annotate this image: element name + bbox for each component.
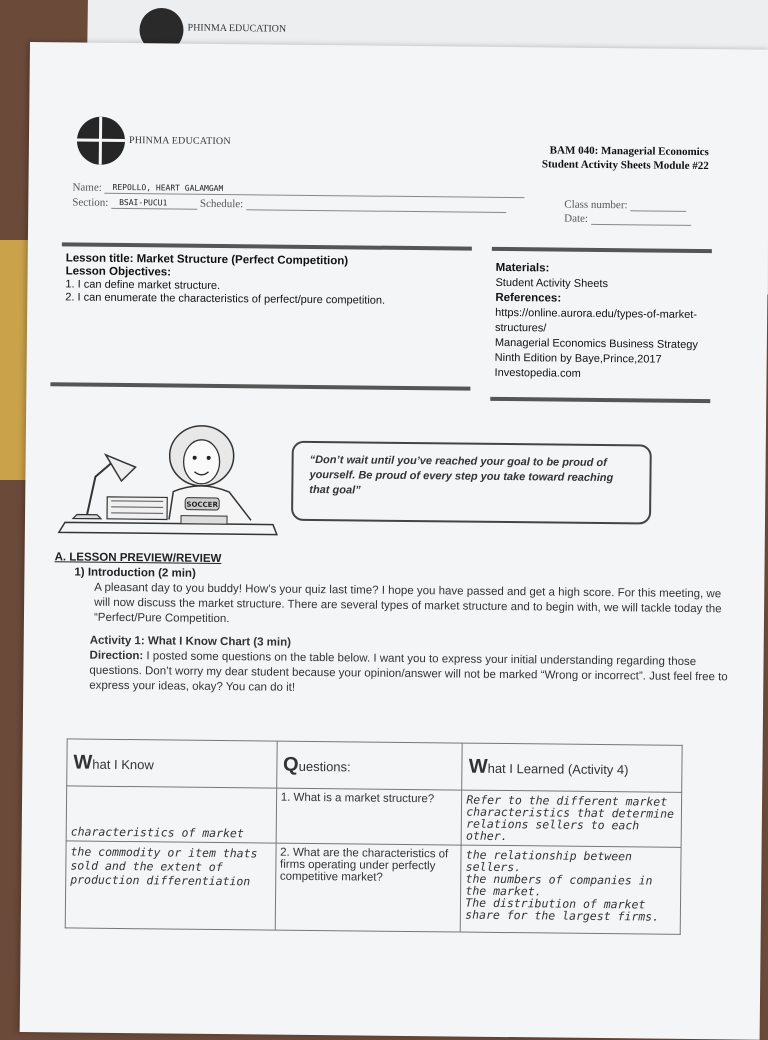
question-cell: 2. What are the characteristics of firms operating under perfectly competitive market? [275,843,462,932]
what-i-know-chart [65,738,683,934]
material-item: Student Activity Sheets [495,276,609,291]
learned-line: The distribution of market share for the largest firms. [465,895,660,924]
objectives-label: Lesson Objectives: [65,265,172,279]
document-title [499,143,709,173]
direction-paragraph [89,649,733,701]
activity-heading: Activity 1: What I Know Chart (3 min) [89,634,292,649]
column-header-questions: Questions: [276,741,462,790]
reference-item: Investopedia.com [494,366,581,380]
course-title: BAM 040: Managerial Economics [549,144,709,159]
section-value: BSAI-PUCU1 [119,197,168,208]
materials-label: Materials: [495,261,550,275]
table-row [65,841,681,934]
background-logo-text: PHINMA EDUCATION [187,22,287,35]
direction-label: Direction: [89,649,144,663]
lesson-block [65,252,466,308]
learned-cell [461,845,682,934]
column-header-what-i-know: What I Know [67,739,277,788]
lesson-preview-section [53,550,734,700]
schedule-line [246,197,506,213]
quote-text: “Don’t wait until you’ve reached your goal to be proud of yourself. Be proud of every step you take toward reaching that goal” [309,453,614,497]
intro-text: A pleasant day to you buddy! How’s your quiz last time? I hope you have passed and get a high score. For this meeting, we will now discuss the market structure. There are several types of market structure and to begin with, we will tackle today the “Perfect/Pure Competition. [93,581,722,626]
learned-line: the numbers of companies in the market. [465,871,653,899]
reference-item: https://online.aurora.edu/types-of-market-structures/ [494,306,698,335]
column-header-what-i-learned: What I Learned (Activity 4) [462,743,682,792]
lesson-title: Lesson title: Market Structure (Perfect Competition) [65,252,349,268]
date-field [564,212,691,226]
shirt-text: SOCCER [186,500,218,509]
divider [62,242,472,250]
materials-block [494,261,705,383]
learned-cell: Refer to the different market characteristics that determine relations sellers to each other. [461,790,681,847]
quote-box [291,441,652,525]
intro-heading: 1) Introduction (2 min) [74,566,196,580]
activity-sheet [20,42,768,1040]
objective-item: 2. I can enumerate the characteristics of perfect/pure competition. [65,291,386,307]
objective-item: 1. I can define market structure. [65,278,221,293]
phinma-logo-icon [77,116,126,165]
divider [50,382,470,390]
references-label: References: [495,291,562,305]
schedule-label: Schedule: [199,197,244,211]
direction-text: I posted some questions on the table below. I want you to express your initial understanding regarding those questions. Don’t worry my dear student because your opinion/answer will not be marked “Wrong or incorrect”. Just feel free to express your ideas, okay? You can do it! [89,650,728,694]
class-number-field [564,198,686,212]
reference-item: Managerial Economics Business Strategy Ninth Edition by Baye,Prince,2017 [494,336,698,366]
divider [492,247,712,253]
class-number-label: Class number: [564,198,628,212]
date-label: Date: [564,212,589,225]
name-label: Name: [72,181,102,194]
student-studying-illustration [51,414,282,546]
table-row [66,786,682,847]
section-field [72,195,506,213]
learned-line: the relationship between sellers. [465,847,633,875]
table-header-row [67,739,682,792]
know-cell: characteristics of market [66,786,276,843]
question-cell: 1. What is a market structure? [276,788,462,845]
section-label: Section: [72,196,109,209]
module-title: Student Activity Sheets Module #22 [541,158,709,173]
divider [490,397,710,403]
section-heading: A. LESSON PREVIEW/REVIEW [54,551,222,566]
logo-text: PHINMA EDUCATION [128,135,231,148]
know-cell: the commodity or item thats sold and the extent of production differentiation [65,841,276,930]
name-value: REPOLLO, HEART GALAMGAM [112,182,224,194]
